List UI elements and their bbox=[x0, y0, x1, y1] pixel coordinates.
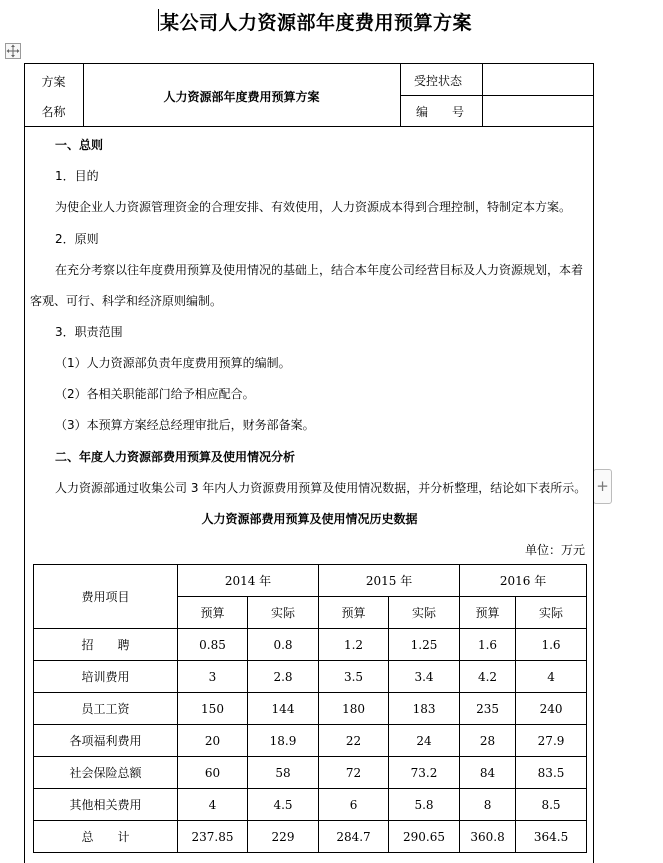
table-body bbox=[34, 629, 587, 853]
scheme-name-value: 人力资源部年度费用预算方案 bbox=[163, 90, 320, 104]
row-item-cell: 其他相关费用 bbox=[34, 789, 178, 821]
document-number-label: 编 号 bbox=[416, 105, 465, 119]
row-value-cell: 4.2 bbox=[460, 661, 516, 693]
row-value-cell: 84 bbox=[460, 757, 516, 789]
row-value-cell: 290.65 bbox=[389, 821, 460, 853]
subheader-budget-2014: 预算 bbox=[178, 597, 248, 629]
scheme-label-bottom: 名称 bbox=[41, 105, 66, 119]
row-value-cell: 180 bbox=[319, 693, 389, 725]
row-value-cell: 2.8 bbox=[248, 661, 319, 693]
table-row bbox=[34, 821, 587, 853]
header-divider-3 bbox=[482, 63, 483, 126]
row-value-cell: 27.9 bbox=[516, 725, 587, 757]
text-cursor bbox=[158, 9, 159, 31]
add-column-plus-icon[interactable]: + bbox=[593, 469, 612, 504]
year-header-2014: 2014 年 bbox=[178, 565, 319, 597]
subheader-actual-2016: 实际 bbox=[516, 597, 587, 629]
row-value-cell: 1.2 bbox=[319, 629, 389, 661]
table-row bbox=[34, 693, 587, 725]
table-header-row bbox=[34, 565, 587, 597]
table-row bbox=[34, 789, 587, 821]
row-value-cell: 240 bbox=[516, 693, 587, 725]
row-value-cell: 5.8 bbox=[389, 789, 460, 821]
header-mid-border bbox=[400, 95, 594, 96]
row-item-cell: 各项福利费用 bbox=[34, 725, 178, 757]
row-value-cell: 3 bbox=[178, 661, 248, 693]
table-move-handle-icon[interactable] bbox=[5, 43, 21, 59]
header-divider-2 bbox=[400, 63, 401, 126]
section-1-3-title: 3．职责范围 bbox=[55, 325, 123, 339]
row-value-cell: 8.5 bbox=[516, 789, 587, 821]
subheader-actual-2015: 实际 bbox=[389, 597, 460, 629]
row-value-cell: 284.7 bbox=[319, 821, 389, 853]
row-value-cell: 1.6 bbox=[516, 629, 587, 661]
subheader-budget-2015: 预算 bbox=[319, 597, 389, 629]
section-2-heading: 二、年度人力资源部费用预算及使用情况分析 bbox=[55, 450, 296, 464]
row-value-cell: 24 bbox=[389, 725, 460, 757]
row-value-cell: 8 bbox=[460, 789, 516, 821]
subheader-actual-2014: 实际 bbox=[248, 597, 319, 629]
row-value-cell: 4.5 bbox=[248, 789, 319, 821]
row-value-cell: 237.85 bbox=[178, 821, 248, 853]
unit-label: 单位：万元 bbox=[525, 543, 586, 557]
section-1-2-text-line1: 在充分考察以往年度费用预算及使用情况的基础上，结合本年度公司经营目标及人力资源规划，本着 bbox=[55, 263, 584, 277]
table-row bbox=[34, 661, 587, 693]
row-item-cell: 员工工资 bbox=[34, 693, 178, 725]
row-value-cell: 83.5 bbox=[516, 757, 587, 789]
row-value-cell: 4 bbox=[178, 789, 248, 821]
row-value-cell: 229 bbox=[248, 821, 319, 853]
row-value-cell: 3.4 bbox=[389, 661, 460, 693]
row-value-cell: 22 bbox=[319, 725, 389, 757]
row-value-cell: 18.9 bbox=[248, 725, 319, 757]
year-header-2016: 2016 年 bbox=[460, 565, 587, 597]
row-value-cell: 1.6 bbox=[460, 629, 516, 661]
section-1-2-title: 2．原则 bbox=[55, 232, 99, 246]
row-value-cell: 0.8 bbox=[248, 629, 319, 661]
section-1-3-item-1: （1）人力资源部负责年度费用预算的编制。 bbox=[55, 356, 291, 370]
row-value-cell: 3.5 bbox=[319, 661, 389, 693]
table-row bbox=[34, 757, 587, 789]
section-1-3-item-2: （2）各相关职能部门给予相应配合。 bbox=[55, 387, 255, 401]
section-2-text: 人力资源部通过收集公司 3 年内人力资源费用预算及使用情况数据，并分析整理，结论如下表所示。 bbox=[55, 481, 587, 495]
row-value-cell: 28 bbox=[460, 725, 516, 757]
table-row bbox=[34, 629, 587, 661]
row-value-cell: 364.5 bbox=[516, 821, 587, 853]
row-item-cell: 招 聘 bbox=[34, 629, 178, 661]
row-value-cell: 0.85 bbox=[178, 629, 248, 661]
scheme-label-top: 方案 bbox=[41, 75, 66, 89]
row-value-cell: 73.2 bbox=[389, 757, 460, 789]
section-1-1-title: 1．目的 bbox=[55, 169, 99, 183]
row-value-cell: 144 bbox=[248, 693, 319, 725]
table-caption: 人力资源部费用预算及使用情况历史数据 bbox=[201, 512, 418, 526]
section-1-heading: 一、总则 bbox=[55, 138, 104, 152]
subheader-budget-2016: 预算 bbox=[460, 597, 516, 629]
row-value-cell: 58 bbox=[248, 757, 319, 789]
row-value-cell: 72 bbox=[319, 757, 389, 789]
row-value-cell: 183 bbox=[389, 693, 460, 725]
section-1-1-text: 为使企业人力资源管理资金的合理安排、有效使用，人力资源成本得到合理控制，特制定本方案。 bbox=[55, 200, 572, 214]
row-item-cell: 培训费用 bbox=[34, 661, 178, 693]
row-value-cell: 150 bbox=[178, 693, 248, 725]
year-header-2015: 2015 年 bbox=[319, 565, 460, 597]
history-data-table bbox=[33, 564, 587, 853]
row-value-cell: 6 bbox=[319, 789, 389, 821]
row-value-cell: 20 bbox=[178, 725, 248, 757]
row-value-cell: 235 bbox=[460, 693, 516, 725]
row-value-cell: 4 bbox=[516, 661, 587, 693]
row-value-cell: 360.8 bbox=[460, 821, 516, 853]
row-item-cell: 总 计 bbox=[34, 821, 178, 853]
section-1-3-item-3: （3）本预算方案经总经理审批后，财务部备案。 bbox=[55, 418, 315, 432]
row-value-cell: 1.25 bbox=[389, 629, 460, 661]
table-row bbox=[34, 725, 587, 757]
row-value-cell: 60 bbox=[178, 757, 248, 789]
header-bottom-border bbox=[24, 126, 594, 127]
row-item-cell: 社会保险总额 bbox=[34, 757, 178, 789]
section-1-2-text-line2: 客观、可行、科学和经济原则编制。 bbox=[30, 294, 223, 308]
control-status-label: 受控状态 bbox=[414, 74, 463, 88]
document-title: 某公司人力资源部年度费用预算方案 bbox=[160, 12, 473, 34]
item-header-cell: 费用项目 bbox=[34, 565, 178, 629]
